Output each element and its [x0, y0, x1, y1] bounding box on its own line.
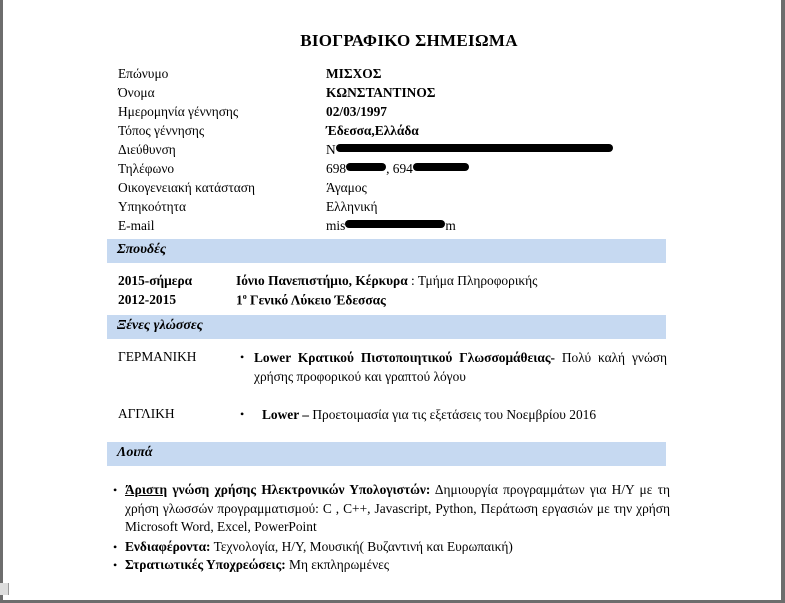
redaction-bar	[346, 163, 386, 171]
info-row-surname	[118, 66, 678, 85]
language-detail: Προετοιμασία για τις εξετάσεις του Νοεμβρίου 2016	[312, 407, 597, 422]
info-value: 02/03/1997	[326, 104, 388, 119]
info-row-birthdate	[118, 104, 678, 123]
language-name-english: ΑΓΓΛΙΚΗ	[118, 406, 175, 421]
info-value	[326, 218, 456, 234]
phone-visible-a: 698	[326, 161, 347, 176]
info-row-nationality	[118, 199, 678, 218]
language-detail: Πολύ καλή γνώση χρήσης προφορικού και γραπτού λόγου	[254, 350, 667, 384]
other-item-text	[125, 481, 670, 537]
other-item-lead-rest: γνώση χρήσης Ηλεκτρονικών Υπολογιστών:	[167, 482, 431, 497]
bullet: •	[113, 558, 118, 572]
other-item-lead: Ενδιαφέροντα:	[125, 539, 211, 554]
redaction-bar	[345, 220, 445, 228]
scroll-marker[interactable]	[0, 583, 9, 595]
document-title: ΒΙΟΓΡΑΦΙΚΟ ΣΗΜΕΙΩΜΑ	[300, 31, 518, 50]
other-item-lead: Στρατιωτικές Υποχρεώσεις:	[125, 557, 286, 572]
other-item-computer-skills	[113, 481, 669, 537]
section-header-education	[107, 239, 666, 263]
info-value: Άγαμος	[326, 180, 367, 195]
other-item-text	[125, 538, 670, 557]
info-row-address	[118, 142, 678, 161]
window-frame-right	[781, 0, 785, 603]
other-item-detail: Δημιουργία προγραμμάτων για Η/Υ με τη χρήση γλωσσών προγραμματισμού: C , C++, Javascript, Python, Περάτωση εργασιών με την χρήση Microsoft Word, Excel, PowerPoint	[125, 482, 670, 534]
education-item	[118, 273, 678, 292]
other-item-detail: Τεχνολογία, Η/Υ, Μουσική( Βυζαντινή και Ευρωπαική)	[210, 539, 513, 554]
info-label: Διεύθυνση	[118, 142, 176, 157]
education-school: Ιόνιο Πανεπιστήμιο, Κέρκυρα	[236, 273, 408, 288]
info-label: Όνομα	[118, 85, 155, 100]
other-item-lead	[125, 482, 430, 497]
bullet: •	[240, 407, 245, 421]
bullet: •	[240, 350, 245, 364]
education-school-ordinal: ο	[242, 292, 247, 301]
info-value: Έδεσσα,Ελλάδα	[326, 123, 419, 138]
other-item-interests	[113, 538, 669, 557]
redaction-bar	[413, 163, 469, 171]
phone-visible-b: , 694	[386, 161, 413, 176]
education-school-name: Γενικό Λύκειο Έδεσσας	[246, 292, 386, 308]
education-text	[236, 273, 537, 289]
other-item-detail: Μη εκπληρωμένες	[285, 557, 390, 572]
bullet: •	[113, 540, 118, 554]
info-value: ΚΩΝΣΤΑΝΤΙΝΟΣ	[326, 85, 436, 100]
redaction-bar	[336, 144, 613, 152]
other-item-lead-underlined: Άριστη	[125, 482, 168, 497]
section-title: Ξένες γλώσσες	[117, 318, 203, 333]
section-title: Λοιπά	[117, 445, 153, 460]
education-text	[236, 292, 386, 308]
info-value	[326, 161, 469, 177]
email-visible-a: mis	[326, 218, 346, 233]
info-value: ΜΙΣΧΟΣ	[326, 66, 382, 81]
education-years: 2012-2015	[118, 292, 177, 307]
language-description-german	[254, 348, 667, 386]
education-department: Τμήμα Πληροφορικής	[417, 273, 538, 288]
info-value	[326, 142, 613, 158]
section-title: Σπουδές	[117, 242, 167, 257]
info-label: Τηλέφωνο	[118, 161, 175, 176]
info-value: Ελληνική	[326, 199, 378, 214]
education-separator: :	[407, 273, 418, 288]
other-item-text	[125, 556, 670, 575]
info-row-email	[118, 218, 678, 237]
info-label: Τόπος γέννησης	[118, 123, 205, 138]
education-item	[118, 292, 678, 311]
bullet: •	[113, 483, 118, 497]
language-name-german: ΓΕΡΜΑΝΙΚΗ	[118, 349, 197, 364]
other-item-military	[113, 556, 669, 575]
language-level: Lower	[262, 407, 299, 422]
info-label: Οικογενειακή κατάσταση	[118, 180, 256, 195]
email-visible-b: m	[445, 218, 456, 233]
info-label: Ημερομηνία γέννησης	[118, 104, 239, 119]
info-row-marital-status	[118, 180, 678, 199]
education-years: 2015-σήμερα	[118, 273, 193, 288]
language-dash: –	[298, 407, 313, 422]
info-row-birthplace	[118, 123, 678, 142]
education-school-number: 1	[236, 292, 243, 308]
section-header-languages	[107, 315, 666, 339]
info-label: E-mail	[118, 218, 155, 233]
language-level: Lower Κρατικού Πιστοποιητικού Γλωσσομάθειας-	[254, 350, 555, 365]
address-visible-text: Ν	[326, 142, 336, 157]
info-row-name	[118, 85, 678, 104]
info-label: Υπηκοότητα	[118, 199, 187, 214]
info-row-phone	[118, 161, 678, 180]
language-description-english	[262, 405, 667, 424]
section-header-other	[107, 442, 666, 466]
info-label: Επώνυμο	[118, 66, 169, 81]
window-frame-left	[0, 0, 3, 603]
